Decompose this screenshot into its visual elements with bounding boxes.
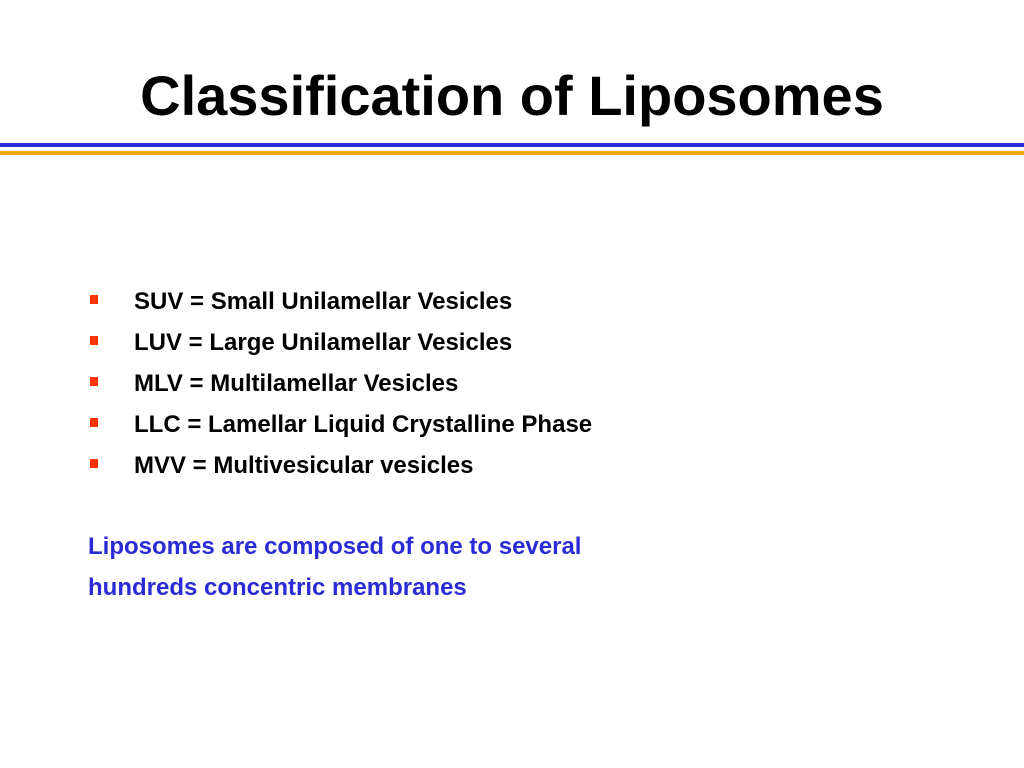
bullet-item	[88, 281, 592, 322]
square-bullet-icon	[90, 295, 98, 304]
bullet-text: MLV = Multilamellar Vesicles	[134, 370, 459, 397]
bullet-item	[88, 404, 592, 445]
bullet-text: MVV = Multivesicular vesicles	[134, 452, 474, 479]
bullet-list	[88, 281, 592, 486]
slide-title: Classification of Liposomes	[140, 64, 884, 127]
bullet-item	[88, 445, 592, 486]
bullet-text: SUV = Small Unilamellar Vesicles	[134, 288, 513, 315]
square-bullet-icon	[90, 459, 98, 468]
bullet-item	[88, 322, 592, 363]
summary-note	[88, 526, 788, 608]
square-bullet-icon	[90, 377, 98, 386]
summary-note-line: hundreds concentric membranes	[88, 574, 467, 601]
square-bullet-icon	[90, 418, 98, 427]
bullet-item	[88, 363, 592, 404]
bullet-text: LUV = Large Unilamellar Vesicles	[134, 329, 513, 356]
title-divider-blue	[0, 143, 1024, 147]
bullet-text: LLC = Lamellar Liquid Crystalline Phase	[134, 411, 593, 438]
square-bullet-icon	[90, 336, 98, 345]
summary-note-line: Liposomes are composed of one to several	[88, 533, 582, 560]
title-divider-gold	[0, 151, 1024, 155]
